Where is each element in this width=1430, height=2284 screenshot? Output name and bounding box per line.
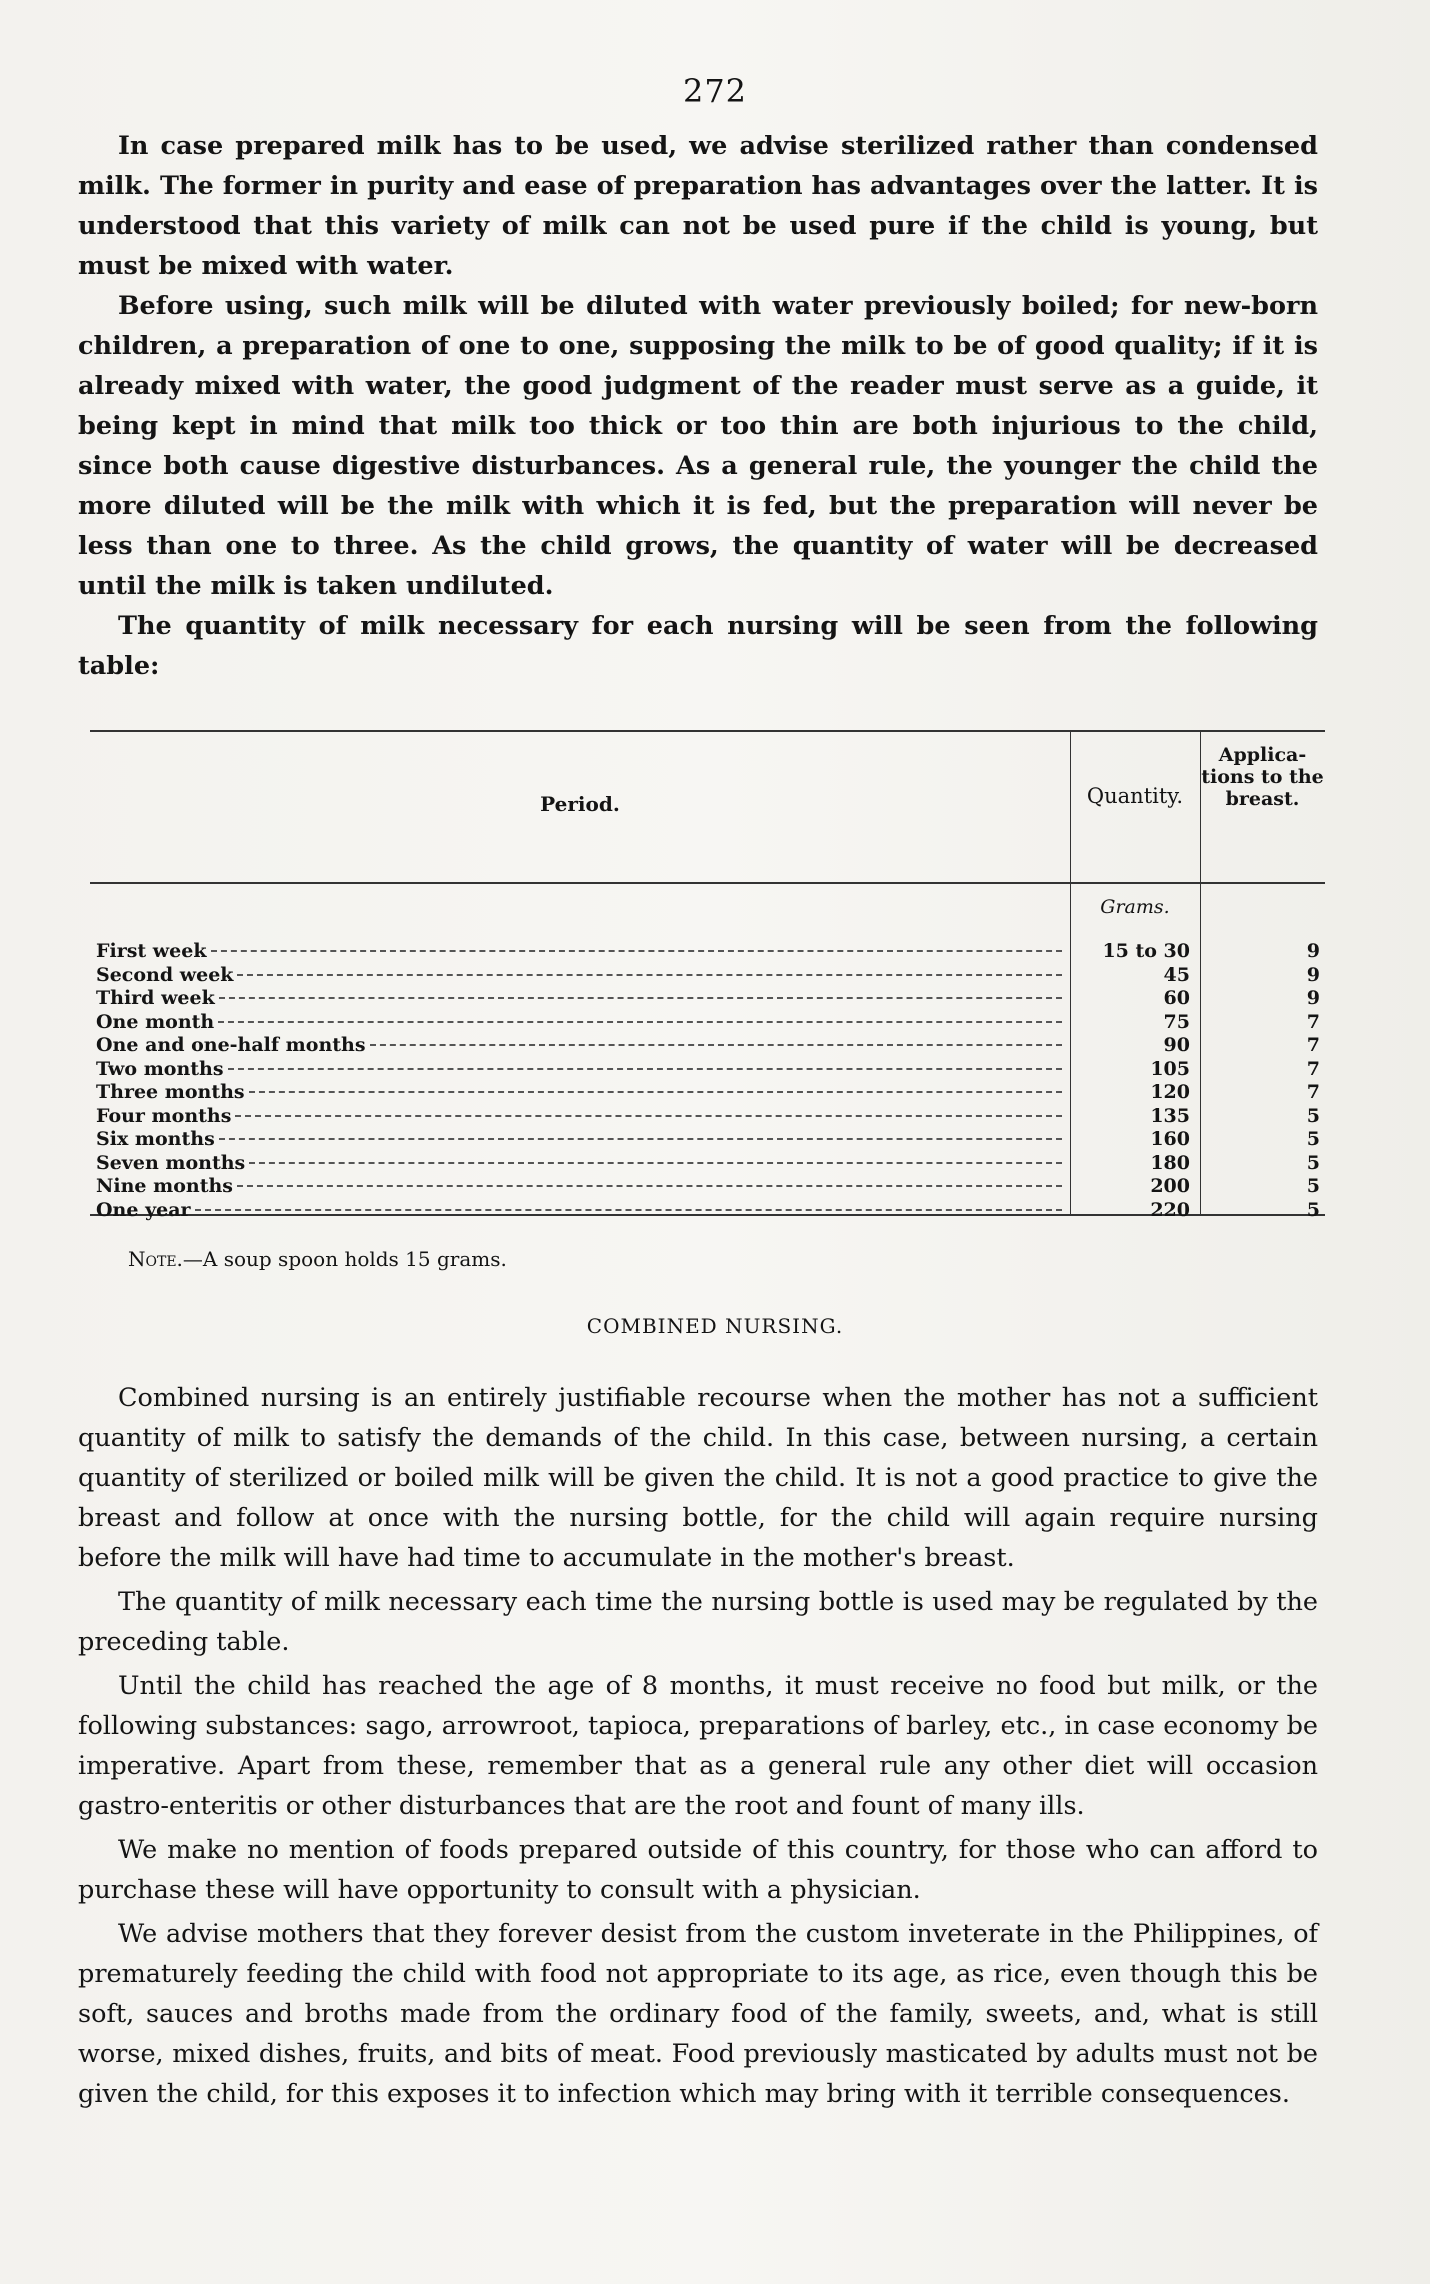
row-period: One month xyxy=(96,1010,215,1033)
row-applications: 9 xyxy=(1306,963,1320,986)
row-quantity: 105 xyxy=(1150,1057,1190,1080)
row-period: Three months xyxy=(96,1081,245,1103)
row-period: Nine months xyxy=(96,1175,233,1197)
row-applications: 5 xyxy=(1306,1128,1320,1150)
row-quantity: 90 xyxy=(1163,1034,1190,1056)
row-quantity: 45 xyxy=(1163,963,1190,986)
table-note xyxy=(128,1247,507,1271)
table-row xyxy=(90,1105,1325,1129)
row-quantity: 75 xyxy=(1163,1010,1190,1033)
table-body xyxy=(90,884,1325,1221)
section-paragraph-4: We make no mention of foods prepared outside of this country, for those who can afford to purchase these will have opportunity to consult with a physician. xyxy=(78,1835,1318,1905)
row-period: One and one-half months xyxy=(96,1034,366,1056)
intro-paragraph-3: The quantity of milk necessary for each nursing will be seen from the following table: xyxy=(78,611,1318,681)
row-applications: 7 xyxy=(1306,1057,1320,1080)
table-row xyxy=(90,1011,1325,1035)
row-applications: 7 xyxy=(1306,1081,1320,1103)
row-period: Seven months xyxy=(96,1151,246,1174)
table-row xyxy=(90,1058,1325,1082)
row-quantity: 120 xyxy=(1150,1081,1190,1103)
row-period: Second week xyxy=(96,963,234,986)
section-text xyxy=(78,1378,1318,2118)
table-row xyxy=(90,964,1325,988)
row-quantity: 60 xyxy=(1163,987,1190,1009)
header-period: Period. xyxy=(540,792,620,816)
milk-quantity-table xyxy=(90,730,1325,1221)
table-header xyxy=(90,732,1325,884)
row-applications: 7 xyxy=(1306,1010,1320,1033)
note-label: Note. xyxy=(128,1247,183,1271)
row-quantity: 180 xyxy=(1150,1151,1190,1174)
section-paragraph-1: Combined nursing is an entirely justifiable recourse when the mother has not a sufficient quantity of milk to satisfy the demands of the child. In this case, between nursing, a certain quantity of sterilized or boiled milk will be given the child. It is not a good practice to give the breast and follow at once with the nursing bottle, for the child will again require nursing before the milk will have had time to accumulate in the mother's breast. xyxy=(78,1383,1318,1573)
row-applications: 7 xyxy=(1306,1034,1320,1056)
row-period: Two months xyxy=(96,1057,224,1080)
quantity-units: Grams. xyxy=(1100,896,1170,918)
row-period: One year xyxy=(96,1198,191,1221)
row-applications: 9 xyxy=(1306,940,1320,962)
row-period: Six months xyxy=(96,1128,215,1150)
section-paragraph-5: We advise mothers that they forever desist from the custom inveterate in the Philippines, of prematurely feeding the child with food not appropriate to its age, as rice, even though this be soft, sauces and broths made from the ordinary food of the family, sweets, and, what is still worse, mixed dishes, fruits, and bits of meat. Food previously masticated by adults must not be given the child, for this exposes it to infection which may bring with it terrible consequences. xyxy=(78,1919,1318,2109)
table-row xyxy=(90,1034,1325,1058)
row-quantity: 200 xyxy=(1150,1175,1190,1197)
table-row xyxy=(90,987,1325,1011)
row-quantity: 160 xyxy=(1150,1128,1190,1150)
section-heading: COMBINED NURSING. xyxy=(586,1314,844,1338)
table-row xyxy=(90,1175,1325,1199)
row-quantity: 15 to 30 xyxy=(1102,940,1190,962)
row-applications: 5 xyxy=(1306,1175,1320,1197)
row-applications: 5 xyxy=(1306,1198,1320,1221)
table-row xyxy=(90,1152,1325,1176)
table-row xyxy=(90,1128,1325,1152)
row-quantity: 220 xyxy=(1150,1198,1190,1221)
section-paragraph-3: Until the child has reached the age of 8 months, it must receive no food but milk, or the following substances: sago, arrowroot, tapioca, preparations of barley, etc., in case economy be imperative. Apart from these, remember that as a general rule any other diet will occasion gastro-enteritis or other disturbances that are the root and fount of many ills. xyxy=(78,1671,1318,1821)
note-text: —A soup spoon holds 15 grams. xyxy=(182,1247,507,1271)
row-applications: 9 xyxy=(1306,987,1320,1009)
table-row xyxy=(90,1081,1325,1105)
table-row xyxy=(90,940,1325,964)
table-rows xyxy=(90,940,1325,1222)
row-period: First week xyxy=(96,940,207,962)
table-row xyxy=(90,1199,1325,1223)
page-number: 272 xyxy=(682,72,748,110)
row-quantity: 135 xyxy=(1150,1104,1190,1127)
intro-paragraph-2: Before using, such milk will be diluted with water previously boiled; for new-born children, a preparation of one to one, supposing the milk to be of good quality; if it is already mixed with water, the good judgment of the reader must serve as a guide, it being kept in mind that milk too thick or too thin are both injurious to the child, since both cause digestive disturbances. As a general rule, the younger the child the more diluted will be the milk with which it is fed, but the preparation will never be less than one to three. As the child grows, the quantity of water will be decreased until the milk is taken undiluted. xyxy=(78,291,1318,601)
row-period: Four months xyxy=(96,1104,232,1127)
row-applications: 5 xyxy=(1306,1104,1320,1127)
row-applications: 5 xyxy=(1306,1151,1320,1174)
section-paragraph-2: The quantity of milk necessary each time the nursing bottle is used may be regulated by the preceding table. xyxy=(78,1587,1318,1657)
intro-paragraph-1: In case prepared milk has to be used, we advise sterilized rather than condensed milk. The former in purity and ease of preparation has advantages over the latter. It is understood that this variety of milk can not be used pure if the child is young, but must be mixed with water. xyxy=(78,131,1318,281)
intro-text xyxy=(78,126,1318,686)
row-period: Third week xyxy=(96,987,215,1009)
header-quantity: Quantity. xyxy=(1086,784,1184,808)
header-applications: Applica-tions to the breast. xyxy=(1201,744,1324,810)
